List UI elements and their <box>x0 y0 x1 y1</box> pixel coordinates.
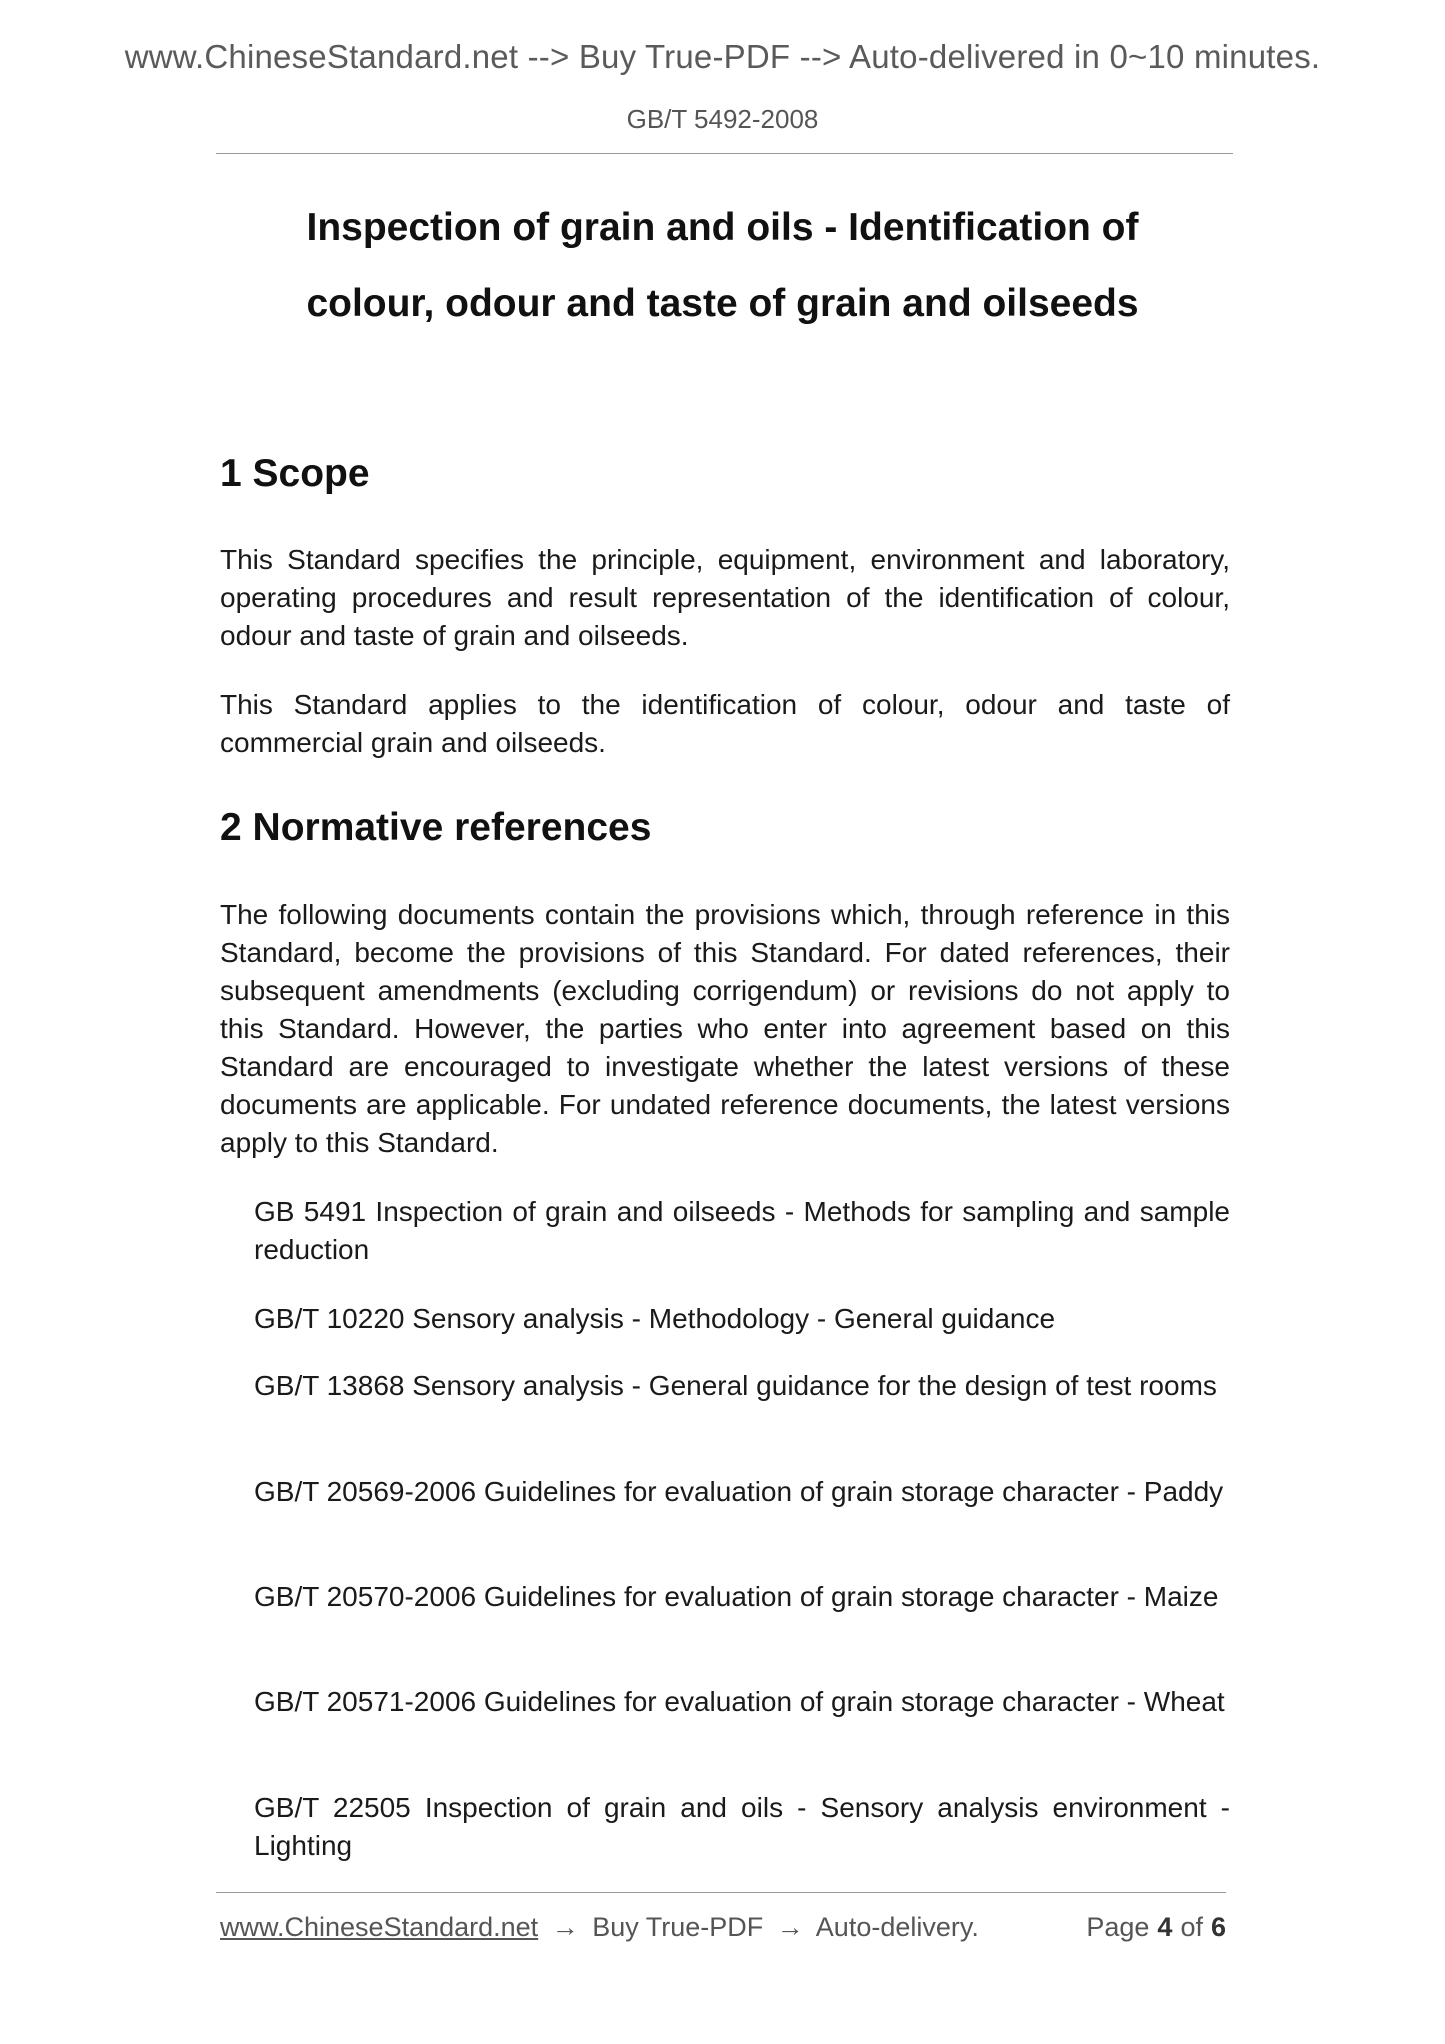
title-line-1: Inspection of grain and oils - Identification of <box>306 206 1139 249</box>
reference-item: GB/T 22505 Inspection of grain and oils - Sensory analysis environment - Lighting <box>254 1792 1230 1861</box>
footer-divider <box>216 1892 1226 1893</box>
footer-buy-text: Buy True-PDF <box>592 1912 764 1942</box>
page-label: Page <box>1086 1912 1150 1942</box>
footer-delivery-text: Auto-delivery. <box>815 1912 979 1942</box>
page-footer <box>220 1912 1226 1952</box>
reference-item: GB/T 10220 Sensory analysis - Methodology - General guidance <box>254 1303 1056 1334</box>
normative-references-paragraph: The following documents contain the provisions which, through reference in this Standard, become the provisions of this Standard. For dated references, their subsequent amendments (excluding corrigendum) or revisions do not apply to this Standard. However, the parties who enter into agreement based on this Standard are encouraged to investigate whether the latest versions of these documents are applicable. For undated reference documents, the latest versions apply to this Standard. <box>220 899 1230 1158</box>
reference-item: GB/T 20569-2006 Guidelines for evaluation of grain storage character - Paddy <box>254 1476 1224 1507</box>
reference-item: GB 5491 Inspection of grain and oilseeds - Methods for sampling and sample reduction <box>254 1196 1230 1265</box>
top-banner: www.ChineseStandard.net --> Buy True-PDF --> Auto-delivered in 0~10 minutes. <box>124 38 1321 75</box>
page-current: 4 <box>1157 1912 1173 1942</box>
page-indicator <box>1086 1912 1226 1943</box>
footer-website-link[interactable]: www.ChineseStandard.net <box>220 1912 539 1942</box>
footer-left <box>220 1912 979 1943</box>
document-title <box>250 190 1195 342</box>
standard-code: GB/T 5492-2008 <box>626 104 819 134</box>
page-total: 6 <box>1210 1912 1226 1942</box>
scope-paragraph-1: This Standard specifies the principle, equipment, environment and laboratory, operating procedures and result representation of the identification of colour, odour and taste of grain and oilseeds. <box>220 544 1230 651</box>
page-of-label: of <box>1180 1912 1203 1942</box>
title-line-2: colour, odour and taste of grain and oilseeds <box>306 282 1139 325</box>
right-arrow-icon: → <box>551 1912 579 1942</box>
section-heading-scope: 1 Scope <box>220 452 370 495</box>
scope-paragraph-2: This Standard applies to the identification of colour, odour and taste of commercial grain and oilseeds. <box>220 689 1230 758</box>
reference-item: GB/T 20570-2006 Guidelines for evaluation of grain storage character - Maize <box>254 1581 1219 1612</box>
reference-item: GB/T 13868 Sensory analysis - General guidance for the design of test rooms <box>254 1370 1217 1401</box>
reference-item: GB/T 20571-2006 Guidelines for evaluation of grain storage character - Wheat <box>254 1686 1225 1717</box>
section-heading-normative-references: 2 Normative references <box>220 806 652 849</box>
header-divider <box>216 153 1233 154</box>
right-arrow-icon: → <box>776 1912 804 1942</box>
